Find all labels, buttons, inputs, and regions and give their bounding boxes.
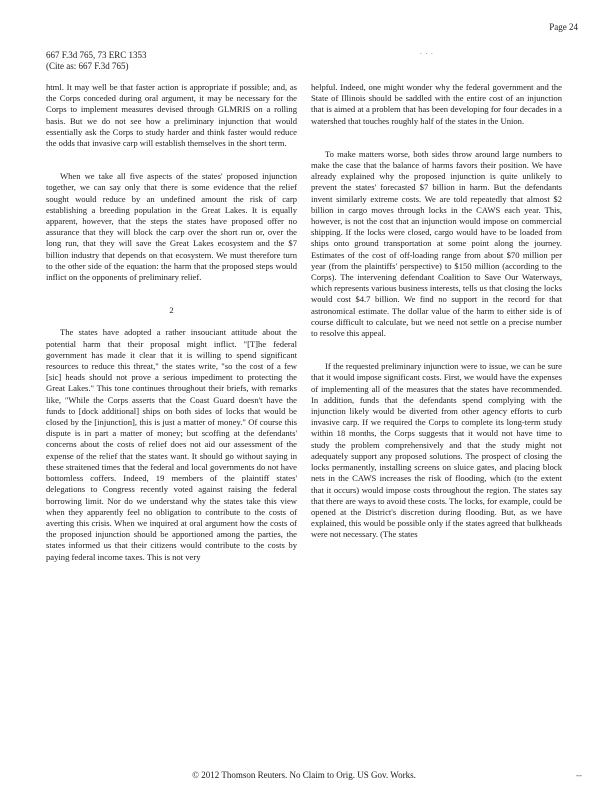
page-number: Page 24 [549, 22, 578, 32]
footer-mark: -- [576, 770, 582, 780]
section-number: 2 [169, 305, 174, 316]
right-paragraph-2: To make matters worse, both sides throw around large numbers to make the case that the balance of harms favors their position. We have already explained why the proposed injunction is quite unlikely to prevent the states' forecasted $7 billion in harm. But the defendants invent similarly extreme costs. We are told repeatedly that almost $2 billion in cargo moves through locks in the CAWS each year. This, however, is not the cost that an injunction would impose on commercial shipping. If the locks were closed, cargo would have to be loaded from ships onto ground transportation at some point along the journey. Estimates of the cost of off-loading range from about $70 million per year (from the plaintiffs' perspective) to $150 million (according to the Corps). The intervening defendant Coalition to Save Our Waterways, which represents various business interests, tells us that closing the locks would cost $4.7 billion. We find no support in the record for that astronomical estimate. The dollar value of the harm to either side is of course difficult to calculate, but we need not settle on a precise number to resolve this appeal. [311, 148, 562, 339]
citation-reporter: 667 F.3d 765, 73 ERC 1353 [46, 50, 147, 60]
copyright-footer: © 2012 Thomson Reuters. No Claim to Orig. US Gov. Works. [192, 770, 416, 780]
right-paragraph-3: If the requested preliminary injunction were to issue, we can be sure that it would impose significant costs. First, we would have the expenses of implementing all of the measures that the states have recommended. In addition, funds that the defendants spend complying with the injunction likely would be diverted from other agency efforts to curb invasive carp. If we required the Corps to complete its long-term study within 18 months, the Corps suggests that it would not have time to study the problem comprehensively and that the study might not adequately support any proposed solutions. The prospect of closing the locks permanently, installing screens on sluice gates, and placing block nets in the CAWS increases the risk of flooding, which (to the extent that it occurs) would impose costs throughout the region. The states say that there are ways to avoid these costs. The locks, for example, could be opened at the District's discretion during flooding. But, as we have explained, this would be possible only if the states agreed that bulkheads were not necessary. (The states [311, 361, 562, 540]
right-paragraph-1: helpful. Indeed, one might wonder why the federal government and the State of Illinois should be saddled with the entire cost of an injunction that is aimed at a problem that has been developing for four decades in a watershed that touches roughly half of the states in the Union. [311, 82, 562, 126]
left-paragraph-1: html. It may well be that faster action is appropriate if possible; and, as the Corps conceded during oral argument, it may be necessary for the Corps to implement measures devised through GLMRIS on a rolling basis. But we do not see how a preliminary injunction that would essentially ask the Corps to study harder and think faster would reduce the odds that invasive carp will establish themselves in the short term. [46, 82, 297, 149]
header-dots: . . . [420, 48, 434, 56]
citation-header [46, 50, 147, 72]
left-column [46, 82, 297, 563]
left-paragraph-2: When we take all five aspects of the states' proposed injunction together, we can say only that there is some evidence that the relief sought would reduce by an undefined amount the risk of carp establishing a breeding population in the Great Lakes. It is equally apparent, however, that the steps the states have proposed offer no assurance that they will block the carp over the short run or, over the long run, that they will save the Great Lakes ecosystem and the $7 billion industry that depends on that ecosystem. We must therefore turn to the other side of the equation: the harm that the proposed steps would inflict on the opponents of preliminary relief. [46, 171, 297, 283]
right-column [311, 82, 562, 541]
left-paragraph-3: The states have adopted a rather insouciant attitude about the potential harm that their proposal might inflict. "[T]he federal government has made it clear that it is willing to spend significant resources to reduce this threat," the states write, "so the cost of a few [sic] heads should not prove a serious impediment to protecting the Great Lakes." This tone continues throughout their briefs, with remarks like, "While the Corps asserts that the Coast Guard doesn't have the funds to [dock additional] ships on both sides of locks that would be closed by the [injunction], this is just a matter of money." Of course this dispute is in part a matter of money; but scoffing at the defendants' concerns about the costs of relief does not aid our assessment of the expense of the relief that the states want. It should go without saying in these straitened times that the federal and local governments do not have bottomless coffers. Indeed, 19 members of the plaintiff states' delegations to Congress recently voted against raising the federal borrowing limit. Nor do we understand why the states take this view when they apparently feel no obligation to contribute to the costs of averting this crisis. When we inquired at oral argument how the costs of the proposed injunction should be apportioned among the parties, the states informed us that their citizens would contribute to the costs by paying federal income taxes. This is not very [46, 327, 297, 562]
citation-cite-as: (Cite as: 667 F.3d 765) [46, 61, 129, 71]
